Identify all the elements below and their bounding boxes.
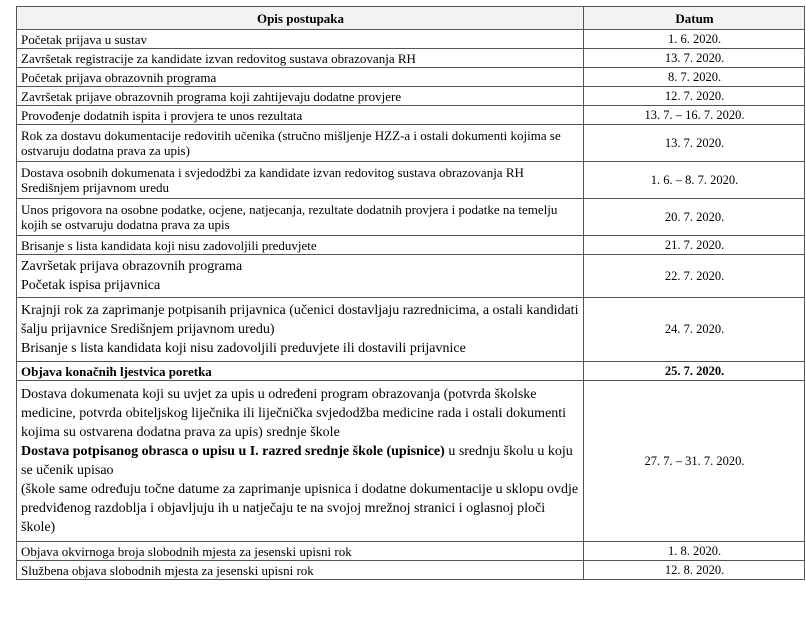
row-line: Krajnji rok za zaprimanje potpisanih prijavnica (učenici dostavljaju razrednicima, a ostali kandidati šalju prijavnice Središnjem prijavnom uredu) [21,303,579,337]
row-description: Dostava osobnih dokumenata i svjedodžbi za kandidate izvan redovitog sustava obrazovanja RH Središnjem prijavnom uredu [17,162,584,199]
row-line: Brisanje s lista kandidata koji nisu zadovoljili preduvjete ili dostavili prijavnice [21,341,466,356]
row-date: 1. 6. – 8. 7. 2020. [584,162,805,199]
row-line: (škole same određuju točne datume za zaprimanje upisnica i dodatne dokumentacije u sklopu ovdje predviđenog razdoblja i objavljuju ih u natječaju te na svojoj mrežnoj stranici i oglasnoj ploči škole) [21,482,579,535]
table-row [17,125,805,162]
table-row [17,68,805,87]
row-line: Početak ispisa prijavnica [21,278,161,293]
table-row [17,30,805,49]
row-date: 24. 7. 2020. [584,298,805,362]
row-description: Objava konačnih ljestvica poretka [17,362,584,381]
row-line: Završetak prijava obrazovnih programa [21,259,243,274]
row-description: Brisanje s lista kandidata koji nisu zadovoljili preduvjete [17,236,584,255]
row-description [17,298,584,362]
table-row [17,561,805,580]
row-description: Početak prijava u sustav [17,30,584,49]
table-row [17,87,805,106]
row-description: Službena objava slobodnih mjesta za jesenski upisni rok [17,561,584,580]
bold-text: Dostava potpisanog obrasca o upisu u I. razred srednje škole (upisnice) [21,444,445,459]
row-description: Objava okvirnoga broja slobodnih mjesta za jesenski upisni rok [17,542,584,561]
row-description [17,255,584,298]
row-date: 22. 7. 2020. [584,255,805,298]
table-row-highlight [17,362,805,381]
table-row [17,381,805,542]
row-description: Provođenje dodatnih ispita i provjera te unos rezultata [17,106,584,125]
row-line: Dostava dokumenata koji su uvjet za upis u određeni program obrazovanja (potvrda školske medicine, potvrda obiteljskog liječnika ili liječnička svjedodžba medicine rada i ostali dokumenti kojima su ostvarena dodatna prava za upis) srednje škole [21,387,567,440]
row-date: 12. 7. 2020. [584,87,805,106]
row-date: 1. 8. 2020. [584,542,805,561]
header-date: Datum [584,7,805,30]
table-header-row [17,7,805,30]
table-row [17,255,805,298]
table-row [17,298,805,362]
row-date: 13. 7. – 16. 7. 2020. [584,106,805,125]
row-date: 1. 6. 2020. [584,30,805,49]
row-date: 12. 8. 2020. [584,561,805,580]
row-description: Završetak prijave obrazovnih programa koji zahtijevaju dodatne provjere [17,87,584,106]
row-date: 20. 7. 2020. [584,199,805,236]
table-row [17,236,805,255]
table-row [17,162,805,199]
table-row [17,49,805,68]
row-date: 13. 7. 2020. [584,49,805,68]
row-description: Početak prijava obrazovnih programa [17,68,584,87]
table-row [17,106,805,125]
row-date: 21. 7. 2020. [584,236,805,255]
row-date: 25. 7. 2020. [584,362,805,381]
table-row [17,199,805,236]
row-date: 8. 7. 2020. [584,68,805,87]
row-text: u srednju školu u koju se učenik upisao [21,444,573,478]
row-description: Završetak registracije za kandidate izvan redovitog sustava obrazovanja RH [17,49,584,68]
table-row [17,542,805,561]
row-description [17,381,584,542]
row-description: Unos prigovora na osobne podatke, ocjene, natjecanja, rezultate dodatnih provjera i podatke na temelju kojih se ostvaruju dodatna prava za upis [17,199,584,236]
row-line [21,442,580,480]
row-date: 27. 7. – 31. 7. 2020. [584,381,805,542]
row-description: Rok za dostavu dokumentacije redovitih učenika (stručno mišljenje HZZ-a i ostali dokumenti kojima se ostvaruju dodatna prava za upis) [17,125,584,162]
header-description: Opis postupaka [17,7,584,30]
row-date: 13. 7. 2020. [584,125,805,162]
schedule-table [16,6,805,580]
